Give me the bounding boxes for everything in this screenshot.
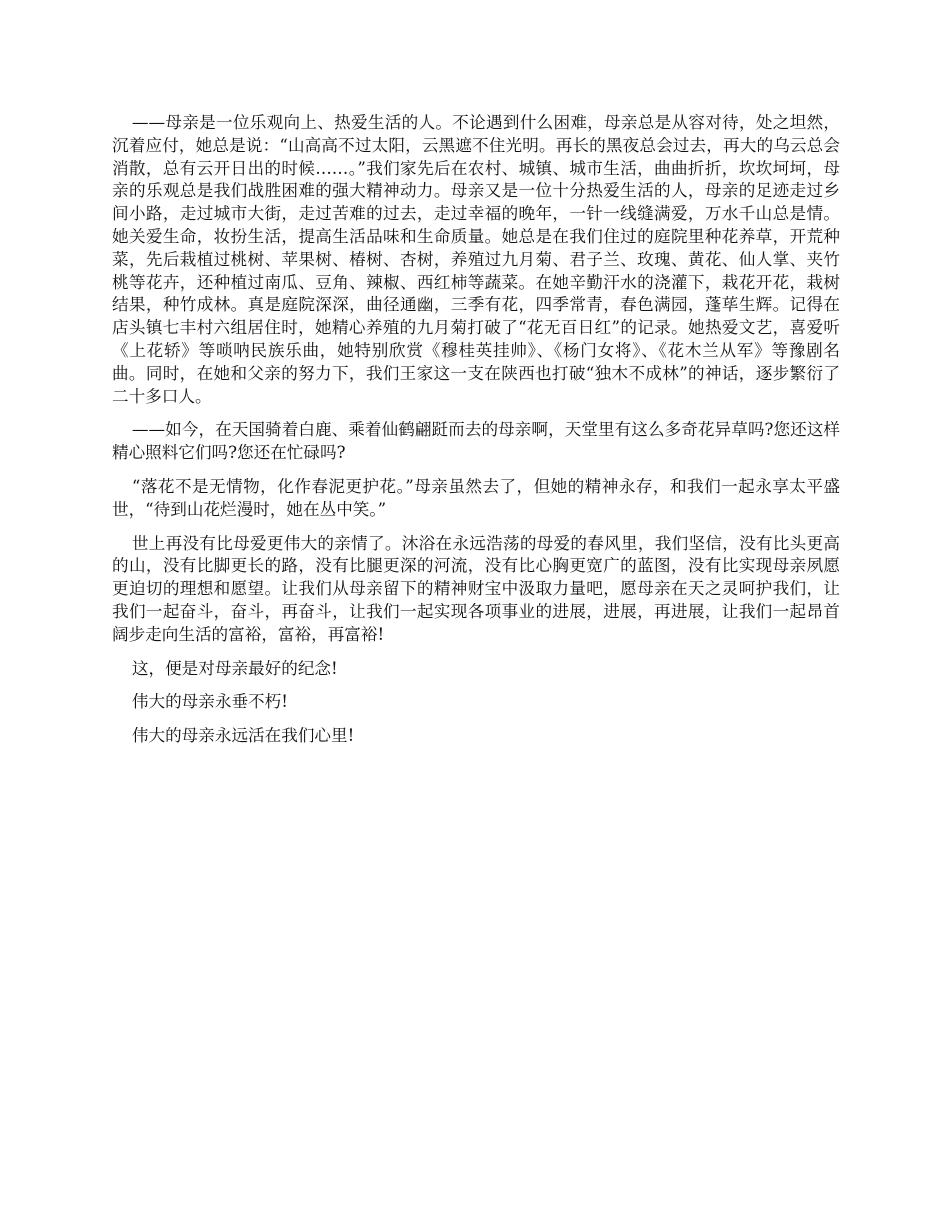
paragraph-optimism: ——母亲是一位乐观向上、热爱生活的人。不论遇到什么困难，母亲总是从容对待，处之坦然，沉着应付，她总是说：“山高高不过太阳，云黑遮不住光明。再长的黑夜总会过去，再大的乌云总会消散，总有云开日出的时候……。”我们家先后在农村、城镇、城市生活，曲曲折折，坎坎坷坷，母亲的乐观总是我们战胜困难的强大精神动力。母亲又是一位十分热爱生活的人，母亲的足迹走过乡间小路，走过城市大街，走过苦难的过去，走过幸福的晚年，一针一线缝满爱，万水千山总是情。她关爱生命，妆扮生活，提高生活品味和生命质量。她总是在我们住过的庭院里种花养草，开荒种菜，先后栽植过桃树、苹果树、椿树、杏树，养殖过九月菊、君子兰、玫瑰、黄花、仙人掌、夹竹桃等花卉，还种植过南瓜、豆角、辣椒、西红柿等蔬菜。在她辛勤汗水的浇灌下，栽花开花，栽树结果，种竹成林。真是庭院深深，曲径通幽，三季有花，四季常青，春色满园，蓬荜生辉。记得在店头镇七丰村六组居住时，她精心养殖的九月菊打破了“花无百日红”的记录。她热爱文艺，喜爱听《上花轿》等唢呐民族乐曲，她特别欣赏《穆桂英挂帅》、《杨门女将》、《花木兰从军》等豫剧名曲。同时，在她和父亲的努力下，我们王家这一支在陕西也打破“独木不成林”的神话，逐步繁衍了二十多口人。 [112, 113, 840, 406]
paragraph-in-our-hearts: 伟大的母亲永远活在我们心里! [131, 726, 355, 746]
paragraph-heaven-question: ——如今，在天国骑着白鹿、乘着仙鹤翩跹而去的母亲啊，天堂里有这么多奇花异草吗?您还这样精心照料它们吗?您还在忙碌吗? [112, 420, 840, 463]
document-body [112, 112, 840, 759]
paragraph-falling-flowers: “落花不是无情物，化作春泥更护花。”母亲虽然去了，但她的精神永存，和我们一起永享太平盛世，“待到山花烂漫时，她在丛中笑。” [112, 476, 840, 519]
paragraph-best-memorial: 这，便是对母亲最好的纪念! [131, 658, 338, 678]
paragraph-immortal: 伟大的母亲永垂不朽! [131, 692, 288, 712]
paragraph-maternal-love: 世上再没有比母爱更伟大的亲情了。沐浴在永远浩荡的母爱的春风里，我们坚信，没有比头更高的山，没有比脚更长的路，没有比腿更深的河流，没有比心胸更宽广的蓝图，没有比实现母亲夙愿更迫切的理想和愿望。让我们从母亲留下的精神财宝中汲取力量吧，愿母亲在天之灵呵护我们，让我们一起奋斗，奋斗，再奋斗，让我们一起实现各项事业的进展，进展，再进展，让我们一起昂首阔步走向生活的富裕，富裕，再富裕! [112, 533, 840, 644]
